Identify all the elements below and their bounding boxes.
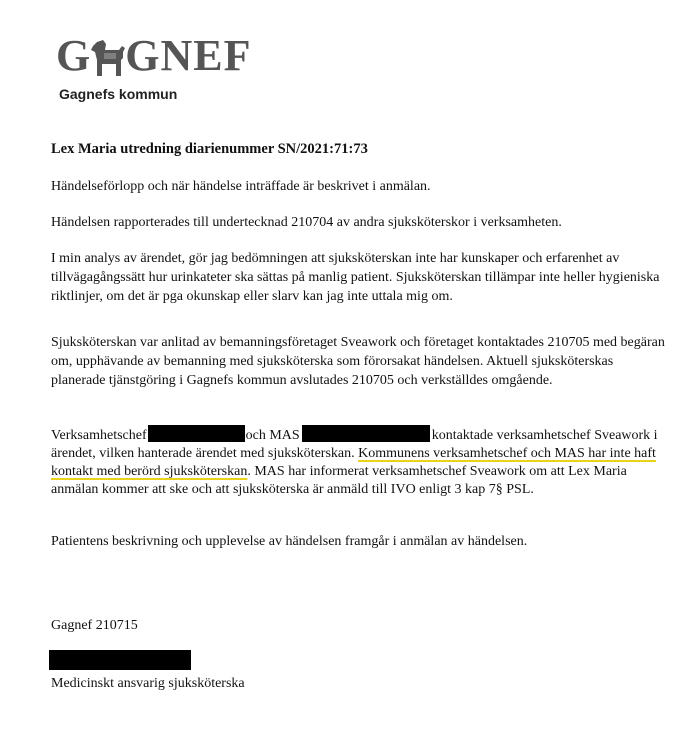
paragraph-2: Händelsen rapporterades till undertecknad 210704 av andra sjuksköterskor i verksamheten. [51,215,562,230]
paragraph-3: I min analys av ärendet, gör jag bedömningen att sjuksköterskan inte har kunskaper och erfarenhet av tillvägagångssätt hur urinkateter ska sättas på manlig patient. Sjuksköterskan tillämpar inte heller hygieniska riktlinjer, om det är pga okunskap eller slarv kan jag inte uttala mig om. [51,251,660,304]
redacted-name-2 [302,425,430,442]
paragraph-6: Patientens beskrivning och upplevelse av händelsen framgår i anmälan av händelsen. [51,534,528,549]
p5-text-c: kontaktade verksamhetschef Sveawork i ärendet, vilken hanterade ärendet med sjuksköterskan. [51,428,658,461]
redacted-signature [49,650,191,670]
p5-text-a: Verksamhetschef [51,428,147,443]
logo-letters-gnef: GNEF [125,31,252,80]
dala-horse-icon [89,38,127,78]
paragraph-5 [51,425,671,499]
gagnef-logo [56,31,252,80]
document-heading: Lex Maria utredning diarienummer SN/2021:71:73 [51,141,368,157]
logo-letter-g: G [56,31,92,80]
signature-date: Gagnef 210715 [51,618,138,633]
paragraph-1: Händelseförlopp och när händelse inträffade är beskrivet i anmälan. [51,179,431,194]
paragraph-4: Sjuksköterskan var anlitad av bemanningsföretaget Sveawork och företaget kontaktades 210705 med begäran om, upphävande av bemanning med sjuksköterska som förorsakat händelsen. Aktuell sjuksköterskas planerade tjänstgöring i Gagnefs kommun avslutades 210705 och verkställdes omgående. [51,335,665,388]
p5-text-d: . MAS har informerat verksamhetschef Sveawork om att Lex Maria anmälan kommer att ske och att sjuksköterska är anmäld till IVO enligt 3 kap 7§ PSL. [51,464,627,497]
redacted-name-1 [148,425,245,442]
signature-title: Medicinskt ansvarig sjuksköterska [51,676,245,691]
highlighted-sentence: Kommunens verksamhetschef och MAS har inte haft kontakt med berörd sjuksköterskan [51,446,656,479]
logo-subtitle: Gagnefs kommun [59,86,178,102]
p5-text-b: och MAS [245,428,300,443]
